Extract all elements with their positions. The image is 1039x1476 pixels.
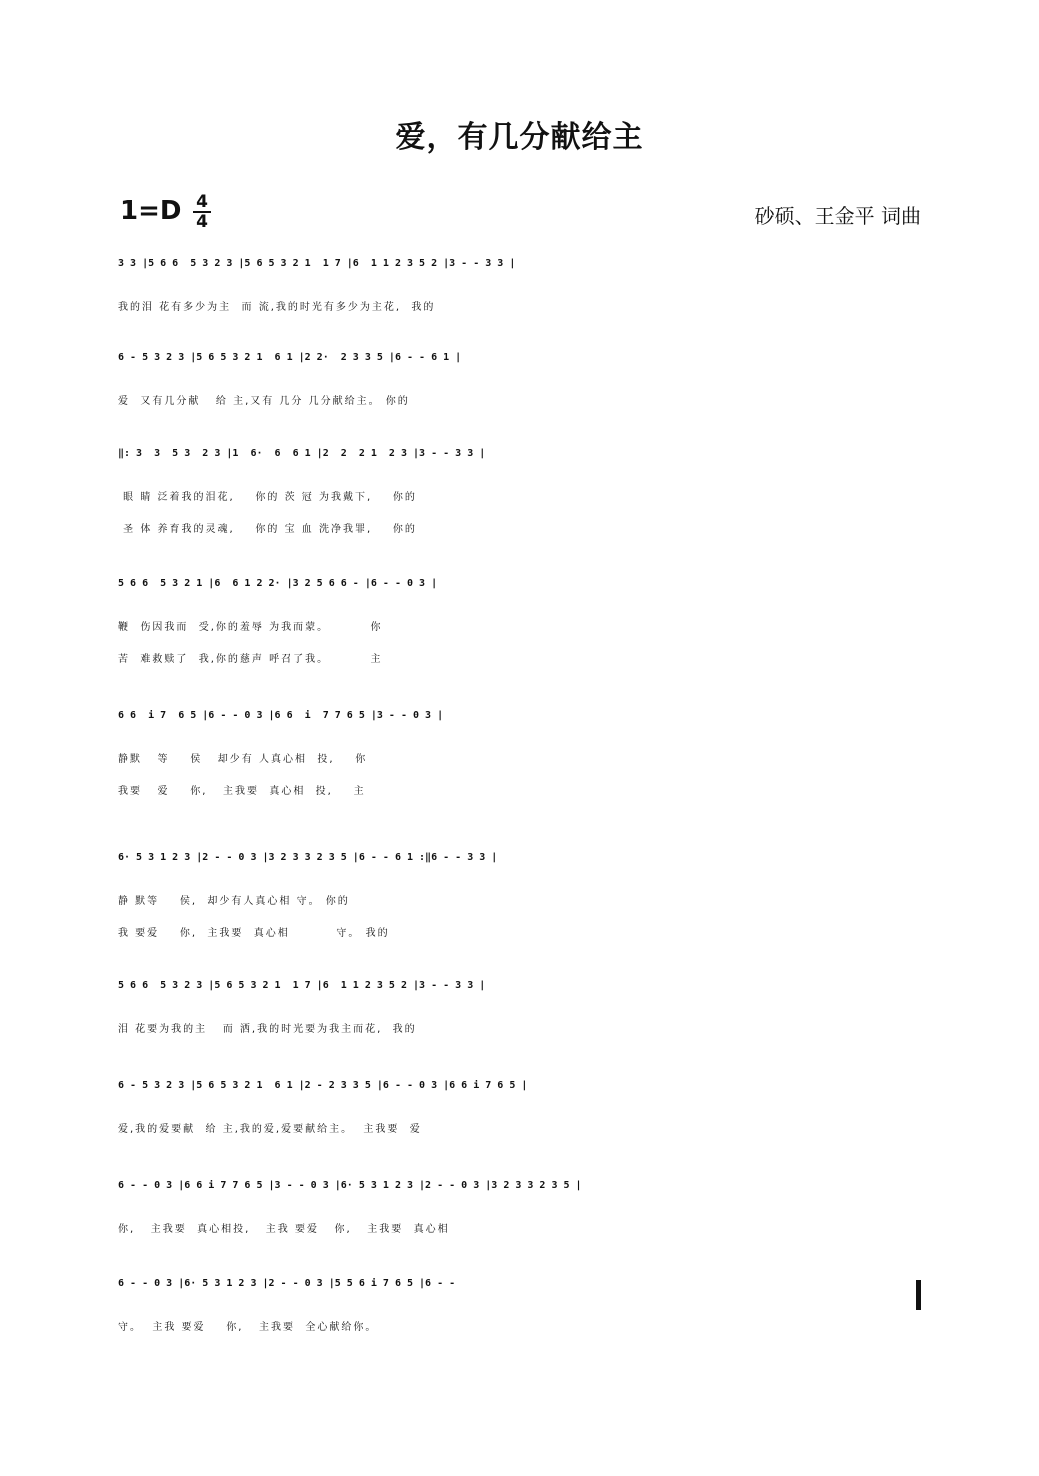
notation-line: 6 - 5 3 2 3 |5 6 5 3 2 1 6 1 |2 - 2 3 3 5 |6 - - 0 3 |6 6 i 7 6 5 | [118, 1080, 528, 1091]
notation-line: 6 6 i 7 6 5 |6 - - 0 3 |6 6 i 7 7 6 5 |3 - - 0 3 | [118, 710, 444, 721]
final-barline [916, 1280, 921, 1310]
meter-bottom: 4 [196, 212, 208, 232]
lyric-line: 泪 花要为我的主 而 洒,我的时光要为我主而花, 我的 [118, 1024, 417, 1035]
notation-line: 5 6 6 5 3 2 3 |5 6 5 3 2 1 1 7 |6 1 1 2 3 5 2 |3 - - 3 3 | [118, 980, 486, 991]
song-title: 爱，有几分献给主 [395, 120, 644, 155]
notation-line: 6 - - 0 3 |6 6 i 7 7 6 5 |3 - - 0 3 |6· 5 3 1 2 3 |2 - - 0 3 |3 2 3 3 2 3 5 | [118, 1180, 582, 1191]
notation-line: 6· 5 3 1 2 3 |2 - - 0 3 |3 2 3 3 2 3 5 |6 - - 6 1 :‖6 - - 3 3 | [118, 852, 498, 863]
notation-line: 3 3 |5 6 6 5 3 2 3 |5 6 5 3 2 1 1 7 |6 1 1 2 3 5 2 |3 - - 3 3 | [118, 258, 516, 269]
key-signature: 1=D [120, 196, 182, 226]
lyric-line: 我要 爱 你, 主我要 真心相 投, 主 [118, 786, 366, 797]
lyric-line: 鞭 伤因我而 受,你的羞辱 为我而蒙。 你 [118, 622, 383, 633]
notation-line: ‖: 3 3 5 3 2 3 |1 6· 6 6 1 |2 2 2 1 2 3 |3 - - 3 3 | [118, 448, 486, 459]
lyric-line: 眼 睛 泛着我的泪花, 你的 茨 冠 为我戴下, 你的 [118, 492, 417, 503]
lyric-line: 你, 主我要 真心相投, 主我 要爱 你, 主我要 真心相 [118, 1224, 450, 1235]
lyric-line: 苦 难救赎了 我,你的慈声 呼召了我。 主 [118, 654, 383, 665]
lyric-line: 圣 体 养育我的灵魂, 你的 宝 血 洗净我罪, 你的 [118, 524, 417, 535]
notation-line: 6 - 5 3 2 3 |5 6 5 3 2 1 6 1 |2 2· 2 3 3 5 |6 - - 6 1 | [118, 352, 462, 363]
notation-line: 6 - - 0 3 |6· 5 3 1 2 3 |2 - - 0 3 |5 5 6 i 7 6 5 |6 - - [118, 1278, 462, 1289]
lyric-line: 守。 主我 要爱 你, 主我要 全心献给你。 [118, 1322, 378, 1333]
time-signature [193, 194, 211, 230]
notation-line: 5 6 6 5 3 2 1 |6 6 1 2 2· |3 2 5 6 6 - |6 - - 0 3 | [118, 578, 438, 589]
composer-credit: 砂硕、王金平 词曲 [754, 204, 921, 228]
lyric-line: 静 默等 侯, 却少有人真心相 守。 你的 [118, 896, 350, 907]
lyric-line: 我的泪 花有多少为主 而 流,我的时光有多少为主花, 我的 [118, 302, 436, 313]
lyric-line: 爱 又有几分献 给 主,又有 几分 几分献给主。 你的 [118, 396, 410, 407]
lyric-line: 爱,我的爱要献 给 主,我的爱,爱要献给主。 主我要 爱 [118, 1124, 422, 1135]
lyric-line: 我 要爱 你, 主我要 真心相 守。 我的 [118, 928, 390, 939]
lyric-line: 静默 等 侯 却少有 人真心相 投, 你 [118, 754, 368, 765]
meter-top: 4 [196, 192, 208, 212]
